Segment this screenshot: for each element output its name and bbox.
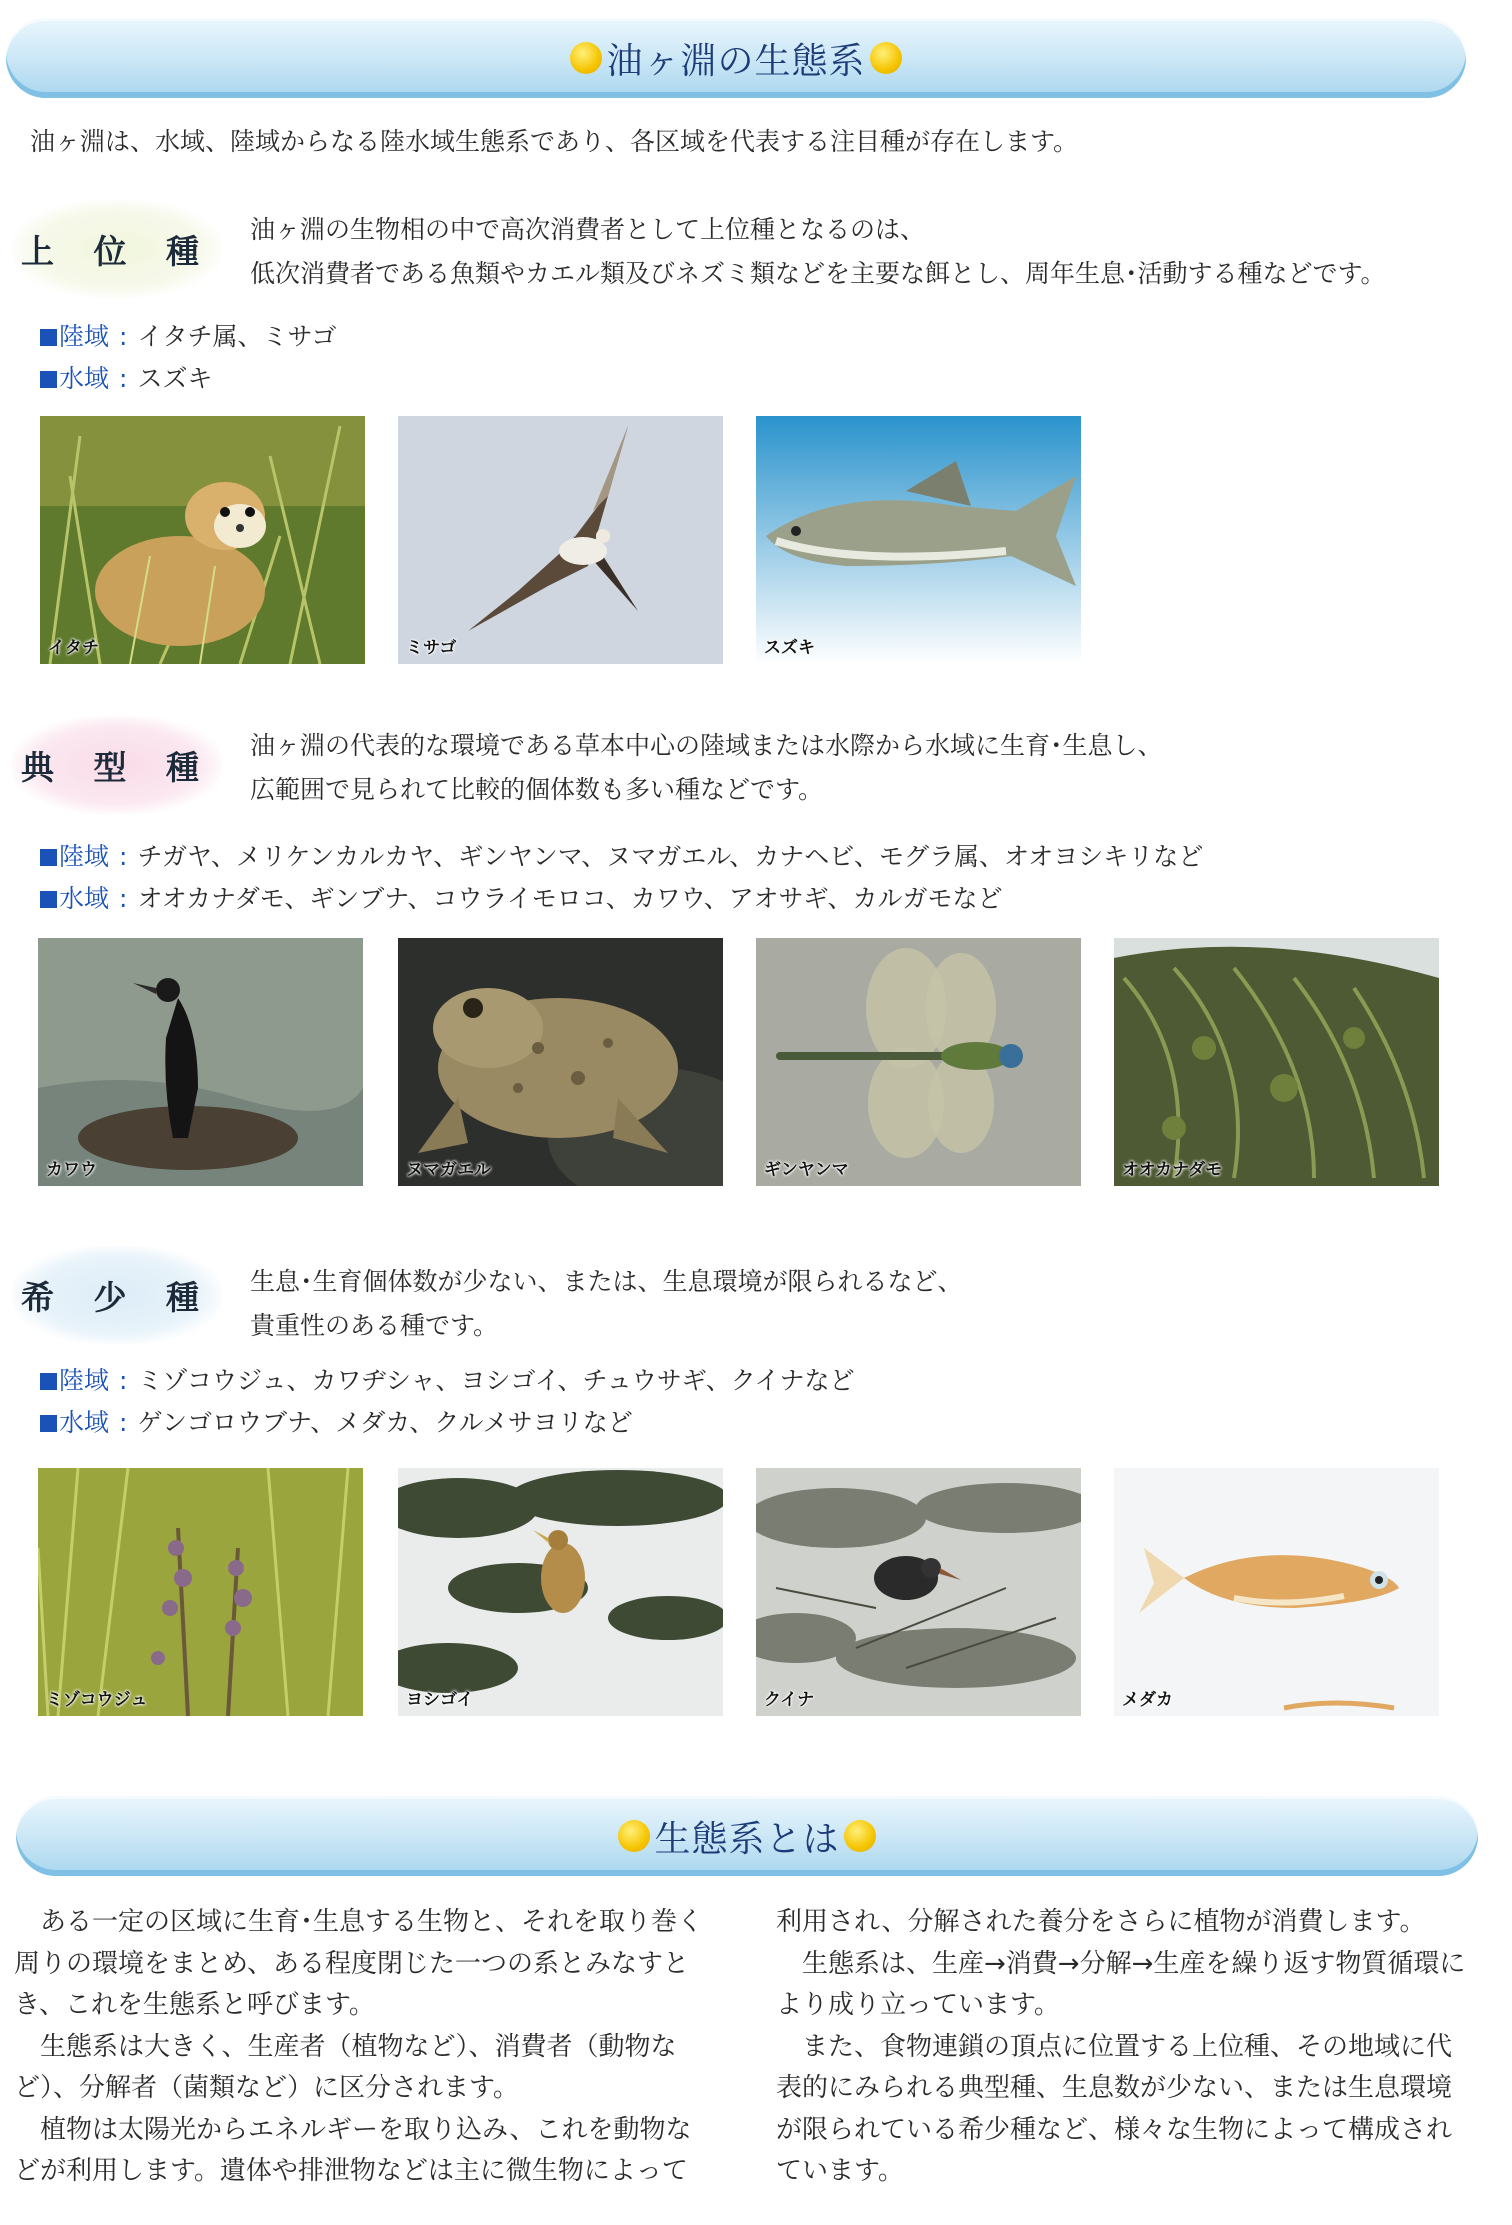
category-desc-rare [250, 1260, 963, 1348]
square-bullet-icon [40, 891, 57, 908]
column-right [776, 1902, 1476, 2193]
square-bullet-icon [40, 371, 57, 388]
medaka-image [1114, 1468, 1439, 1716]
section-title-wrap [16, 1796, 1478, 1876]
desc-line: 広範囲で見られて比較的個体数も多い種などです。 [250, 775, 824, 804]
photo-caption: オオカナダモ [1122, 1160, 1223, 1180]
habitat-list-top [40, 316, 336, 400]
photo-caption: ヨシゴイ [406, 1690, 474, 1710]
weasel-image [40, 416, 365, 664]
category-desc-top [250, 208, 1386, 296]
colon-separator: : [119, 1366, 128, 1395]
section-title: 生態系とは [654, 1818, 840, 1860]
photo-caption: カワウ [46, 1160, 97, 1180]
photo-seabass [756, 416, 1081, 664]
colon-separator: : [119, 364, 128, 393]
section-title-wrap [6, 18, 1466, 98]
photo-caption: ヌマガエル [406, 1160, 491, 1180]
osprey-image [398, 416, 723, 664]
square-bullet-icon [40, 849, 57, 866]
photo-mizokouju [38, 1468, 363, 1716]
desc-line: 生息･生育個体数が少ない、または、生息環境が限られるなど、 [250, 1267, 963, 1296]
habitat-land [40, 836, 1203, 878]
habitat-key: 陸域 [59, 842, 110, 871]
frog-image [398, 938, 723, 1186]
paragraph: ある一定の区域に生育･生息する生物と、それを取り巻く周りの環境をまとめ、ある程度閉じた一つの系とみなすとき、これを生態系と呼びます。 [14, 1907, 704, 2020]
habitat-key: 陸域 [59, 322, 110, 351]
kuina-image [756, 1468, 1081, 1716]
photo-kuina [756, 1468, 1081, 1716]
photo-caption: ミゾコウジュ [46, 1690, 148, 1710]
photo-caption: ギンヤンマ [764, 1160, 849, 1180]
habitat-land [40, 316, 336, 358]
photo-caption: メダカ [1122, 1690, 1173, 1710]
yellow-dot-icon [870, 42, 902, 74]
habitat-species: スズキ [137, 364, 213, 393]
mizokouju-image [38, 1468, 363, 1716]
waterweed-image [1114, 938, 1439, 1186]
paragraph: また、食物連鎖の頂点に位置する上位種、その地域に代表的にみられる典型種、生息数が少ない、または生息環境が限られている希少種など、様々な生物によって構成されています。 [776, 2031, 1453, 2186]
yellow-dot-icon [570, 42, 602, 74]
square-bullet-icon [40, 329, 57, 346]
yellow-dot-icon [618, 1820, 650, 1852]
colon-separator: : [119, 1408, 128, 1437]
photo-caption: スズキ [764, 638, 815, 658]
photo-medaka [1114, 1468, 1439, 1716]
paragraph: 植物は太陽光からエネルギーを取り込み、これを動物などが利用します。遺体や排泄物などは主に微生物によって [14, 2114, 692, 2186]
category-desc-typical [250, 724, 1163, 812]
paragraph: 利用され、分解された養分をさらに植物が消費します。 [776, 1907, 1426, 1937]
habitat-water [40, 358, 336, 400]
square-bullet-icon [40, 1373, 57, 1390]
category-label-rare: 希 少 種 [12, 1246, 222, 1344]
habitat-species: イタチ属、ミサゴ [137, 322, 337, 351]
square-bullet-icon [40, 1415, 57, 1432]
habitat-list-typical [40, 836, 1203, 920]
yoshigoi-image [398, 1468, 723, 1716]
habitat-key: 陸域 [59, 1366, 110, 1395]
habitat-key: 水域 [59, 364, 110, 393]
habitat-land [40, 1360, 854, 1402]
paragraph: 生態系は、生産→消費→分解→生産を繰り返す物質循環により成り立っています。 [776, 1948, 1466, 2020]
colon-separator: : [119, 322, 128, 351]
desc-line: 貴重性のある種です。 [250, 1311, 499, 1340]
habitat-species: ミゾコウジュ、カワヂシャ、ヨシゴイ、チュウサギ、クイナなど [137, 1366, 855, 1395]
yellow-dot-icon [844, 1820, 876, 1852]
habitat-species: ゲンゴロウブナ、メダカ、クルメサヨリなど [137, 1408, 633, 1437]
category-label-top: 上 位 種 [12, 200, 222, 298]
colon-separator: : [119, 884, 128, 913]
photo-cormorant [38, 938, 363, 1186]
desc-line: 低次消費者である魚類やカエル類及びネズミ類などを主要な餌とし、周年生息･活動する種などです。 [250, 259, 1386, 288]
desc-line: 油ヶ淵の代表的な環境である草本中心の陸域または水際から水域に生育･生息し、 [250, 731, 1163, 760]
cormorant-image [38, 938, 363, 1186]
dragonfly-image [756, 938, 1081, 1186]
desc-line: 油ヶ淵の生物相の中で高次消費者として上位種となるのは、 [250, 215, 926, 244]
photo-waterweed [1114, 938, 1439, 1186]
photo-osprey [398, 416, 723, 664]
paragraph: 生態系は大きく、生産者（植物など）、消費者（動物など）、分解者（菌類など）に区分されます。 [14, 2031, 677, 2103]
habitat-key: 水域 [59, 884, 110, 913]
seabass-image [756, 416, 1081, 664]
photo-dragonfly [756, 938, 1081, 1186]
habitat-species: チガヤ、メリケンカルカヤ、ギンヤンマ、ヌマガエル、カナヘビ、モグラ属、オオヨシキリなど [137, 842, 1204, 871]
photo-frog [398, 938, 723, 1186]
section-title: 油ヶ淵の生態系 [606, 40, 866, 82]
photo-weasel [40, 416, 365, 664]
habitat-list-rare [40, 1360, 854, 1444]
habitat-key: 水域 [59, 1408, 110, 1437]
intro-text: 油ヶ淵は、水域、陸域からなる陸水域生態系であり、各区域を代表する注目種が存在します。 [30, 127, 1079, 156]
photo-caption: クイナ [764, 1690, 815, 1710]
habitat-water [40, 878, 1203, 920]
photo-yoshigoi [398, 1468, 723, 1716]
habitat-species: オオカナダモ、ギンブナ、コウライモロコ、カワウ、アオサギ、カルガモなど [137, 884, 1003, 913]
section-banner-what-is-ecosystem [16, 1796, 1478, 1876]
habitat-water [40, 1402, 854, 1444]
category-label-typical: 典 型 種 [12, 716, 222, 814]
photo-caption: ミサゴ [406, 638, 457, 658]
column-left [14, 1902, 714, 2193]
photo-caption: イタチ [48, 638, 99, 658]
colon-separator: : [119, 842, 128, 871]
section-banner-ecosystem [6, 18, 1466, 98]
